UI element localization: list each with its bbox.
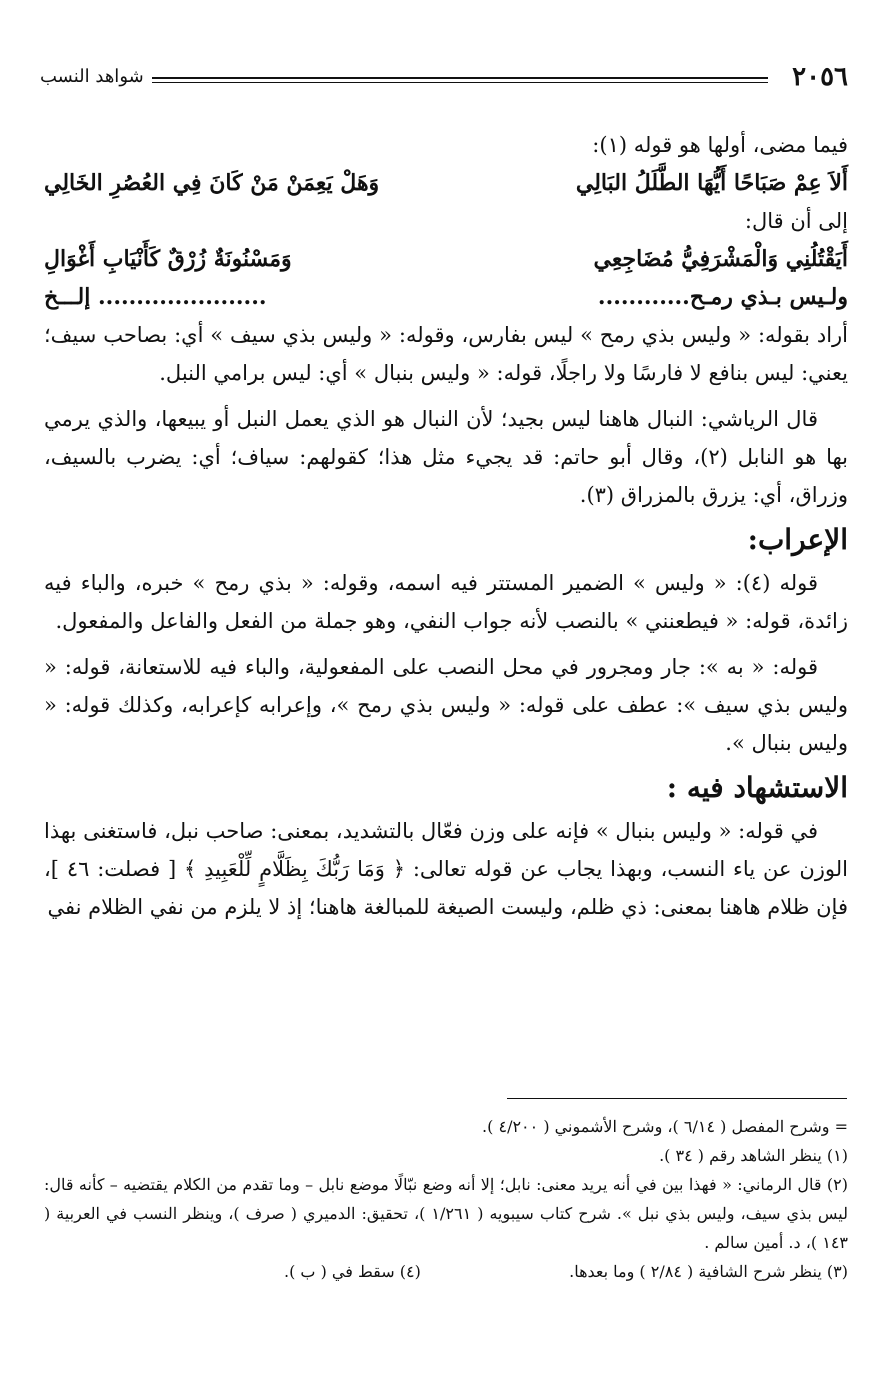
paragraph-istishhad: في قوله: « وليس بنبال » فإنه على وزن فعّال بالتشديد، بمعنى: صاحب نبل، فاستغنى بهذا الوزن عن ياء النسب، وبهذا يجاب عن قوله تعالى: ﴿ وَمَا رَبُّكَ بِظَلَّامٍ لِّلْعَبِيدِ ﴾ [ فصلت: ٤٦ ]، فإن ظلام هاهنا بمعنى: ذي ظلم، وليست الصيغة للمبالغة هاهنا؛ إذ لا يلزم من نفي الظلام نفي xyxy=(44,819,848,919)
footnote-row-3-4 xyxy=(44,1257,848,1286)
running-title: شواهد النسب xyxy=(40,66,144,87)
verse-1-second-hemistich: وَهَلْ يَعِمَنْ مَنْ كَانَ فِي العُصُرِ الخَالِي xyxy=(44,170,380,196)
footnote-4: (٤) سقط في ( ب ). xyxy=(284,1262,421,1281)
page-header xyxy=(40,62,848,96)
paragraph-meaning: أراد بقوله: « وليس بذي رمح » ليس بفارس، وقوله: « وليس بذي سيف » أي: بصاحب سيف؛ يعني: ليس بنافع لا فارسًا ولا راجلًا، قوله: « وليس بنبال » أي: ليس برامي النبل. xyxy=(44,323,848,385)
footnote-separator xyxy=(507,1098,847,1099)
page-number: ٢٠٥٦ xyxy=(792,62,848,92)
header-rule xyxy=(152,77,768,83)
footnote-1: (١) ينظر الشاهد رقم ( ٣٤ ). xyxy=(659,1146,848,1165)
main-text xyxy=(44,126,848,926)
verse-line-2 xyxy=(44,240,848,278)
heading-istishhad: الاستشهاد فيه : xyxy=(666,771,848,804)
verse-3-second-hemistich: ...................... إلـــخ xyxy=(44,284,267,310)
verse-3-first-hemistich: ولـيس بـذي رمـح............ xyxy=(597,284,848,310)
footnotes xyxy=(44,1112,848,1286)
paragraph-irab-2: قوله: « به »: جار ومجرور في محل النصب على المفعولية، والباء فيه للاستعانة، قوله: « وليس بذي سيف »: عطف على قوله: « وليس بذي رمح »، وإعرابه كإعرابه، وكذلك قوله: « وليس بنبال ». xyxy=(44,655,848,755)
footnote-3: (٣) ينظر شرح الشافية ( ٢/٨٤ ) وما بعدها. xyxy=(569,1262,848,1281)
verse-1-first-hemistich: أَلاَ عِمْ صَبَاحًا أَيُّهَا الطَّلَلُ البَالِي xyxy=(575,170,848,196)
footnote-continuation: = وشرح المفصل ( ٦/١٤ )، وشرح الأشموني ( ٤/٢٠٠ ). xyxy=(482,1117,848,1136)
verse-line-3 xyxy=(44,278,848,316)
footnote-2: (٢) قال الرماني: « فهذا بين في أنه يريد معنى: نابل؛ إلا أنه وضع نبّالًا موضع نابل – وما تقدم من الكلام يقتضيه – كأنه قال: ليس بذي سيف، وليس بذي نبل ». شرح كتاب سيبويه ( ١/٢٦١ )، تحقيق: الدميري ( صرف )، وينظر النسب في العربية ( ١٤٣ )، د. أمين سالم . xyxy=(44,1175,849,1252)
until-line: إلى أن قال: xyxy=(744,209,848,233)
verse-line-1 xyxy=(44,164,848,202)
verse-2-second-hemistich: وَمَسْنُونَةٌ زُرْقٌ كَأَنْيَابِ أَغْوَالِ xyxy=(44,246,292,272)
intro-line: فيما مضى، أولها هو قوله (١): xyxy=(592,133,848,157)
verse-2-first-hemistich: أَيَقْتُلُنِي وَالْمَشْرَفِيُّ مُضَاجِعِي xyxy=(593,246,848,272)
paragraph-riyashi: قال الرياشي: النبال هاهنا ليس بجيد؛ لأن النبال هو الذي يعمل النبل أو يبيعها، والذي يرمي بها هو النابل (٢)، وقال أبو حاتم: قد يجيء مثل هذا؛ كقولهم: سياف؛ أي: يضرب بالسيف، وزراق، أي: يزرق بالمزراق (٣). xyxy=(44,407,849,507)
paragraph-irab-1: قوله (٤): « وليس » الضمير المستتر فيه اسمه، وقوله: « بذي رمح » خبره، والباء فيه زائدة، قوله: « فيطعنني » بالنصب لأنه جواب النفي، وهو جملة من الفعل والفاعل والمفعول. xyxy=(44,571,848,633)
heading-irab: الإعراب: xyxy=(747,523,848,556)
